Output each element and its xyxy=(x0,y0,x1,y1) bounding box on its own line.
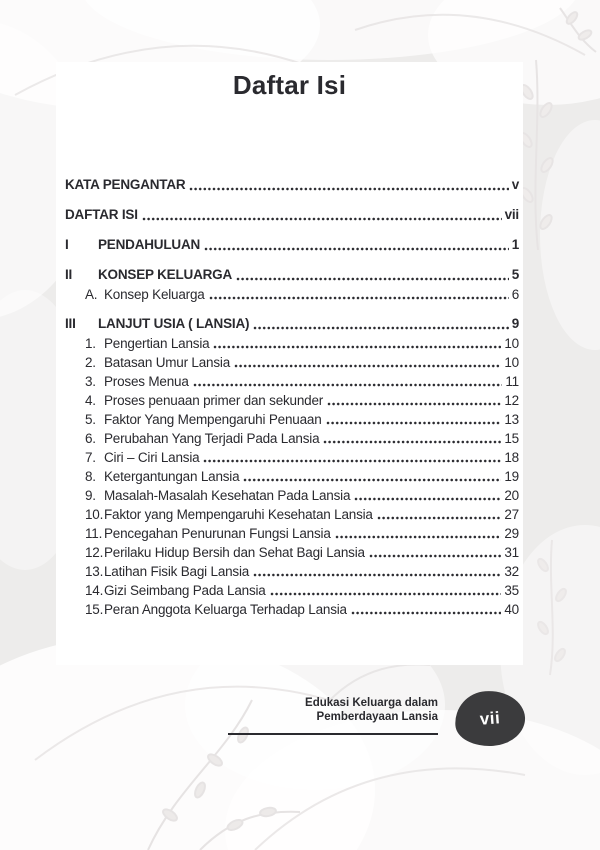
toc-entry-number: III xyxy=(65,316,76,331)
toc-entry-number: A. xyxy=(85,287,98,302)
book-title-footer xyxy=(305,696,438,724)
toc-entry-page: 15 xyxy=(504,431,519,446)
toc-entry-label: Ciri – Ciri Lansia xyxy=(104,450,200,465)
toc-entry-number: 11. xyxy=(85,526,103,541)
toc-entry-label: Pencegahan Penurunan Fungsi Lansia xyxy=(104,526,331,541)
toc-entry-page: 9 xyxy=(511,316,519,331)
toc-entry-label: LANJUT USIA ( LANSIA) xyxy=(98,316,250,331)
toc-entry-page: 31 xyxy=(504,545,519,560)
toc-dot-leader xyxy=(203,459,501,463)
toc-entry-label: DAFTAR ISI xyxy=(65,207,138,222)
toc-dot-leader xyxy=(236,277,509,281)
toc-dot-leader xyxy=(369,554,502,558)
toc-entry-label: Masalah-Masalah Kesehatan Pada Lansia xyxy=(104,488,351,503)
toc-entry-label: Faktor Yang Mempengaruhi Penuaan xyxy=(104,412,322,427)
toc-entry-label: KATA PENGANTAR xyxy=(65,177,186,192)
toc-entry-page: 29 xyxy=(504,526,519,541)
toc-entry-label: Faktor yang Mempengaruhi Kesehatan Lansia xyxy=(104,507,373,522)
toc-row xyxy=(65,205,519,225)
toc-entry-page: 12 xyxy=(504,393,519,408)
toc-entry-number: 9. xyxy=(85,488,96,503)
toc-entry-label: Batasan Umur Lansia xyxy=(104,355,231,370)
toc-row xyxy=(65,391,519,410)
toc-entry-number: 14. xyxy=(85,583,104,598)
toc-entry-number: 7. xyxy=(85,450,96,465)
toc-dot-leader xyxy=(213,345,501,349)
toc-dot-leader xyxy=(253,326,508,330)
toc-entry-number: 2. xyxy=(85,355,96,370)
toc-entry-page: 13 xyxy=(504,412,519,427)
toc-row xyxy=(65,543,519,562)
book-title-line2: Pemberdayaan Lansia xyxy=(316,711,438,723)
toc-entry-label: Proses penuaan primer dan sekunder xyxy=(104,393,324,408)
toc-row xyxy=(65,486,519,505)
toc-list xyxy=(65,165,519,619)
toc-row xyxy=(65,505,519,524)
book-page xyxy=(56,62,523,665)
toc-row xyxy=(65,429,519,448)
book-title-line1: Edukasi Keluarga dalam xyxy=(305,697,438,709)
toc-dot-leader xyxy=(351,611,502,615)
toc-entry-number: 8. xyxy=(85,469,96,484)
toc-entry-label: Pengertian Lansia xyxy=(104,336,210,351)
toc-entry-number: 13. xyxy=(85,564,104,579)
toc-row xyxy=(65,372,519,391)
toc-entry-label: Peran Anggota Keluarga Terhadap Lansia xyxy=(104,602,347,617)
toc-row xyxy=(65,410,519,429)
toc-entry-label: Ketergantungan Lansia xyxy=(104,469,240,484)
footer-divider-line xyxy=(228,733,438,735)
toc-entry-page: 18 xyxy=(504,450,519,465)
toc-entry-page: 10 xyxy=(504,355,519,370)
toc-row xyxy=(65,562,519,581)
toc-dot-leader xyxy=(204,247,509,251)
toc-entry-number: 3. xyxy=(85,374,96,389)
toc-entry-label: Perubahan Yang Terjadi Pada Lansia xyxy=(104,431,320,446)
toc-entry-page: 27 xyxy=(504,507,519,522)
toc-row xyxy=(65,600,519,619)
toc-dot-leader xyxy=(209,296,509,300)
toc-dot-leader xyxy=(326,421,502,425)
page-number: vii xyxy=(479,707,501,729)
toc-entry-number: 12. xyxy=(85,545,104,560)
toc-dot-leader xyxy=(377,516,502,520)
toc-entry-label: Perilaku Hidup Bersih dan Sehat Bagi Lansia xyxy=(104,545,365,560)
toc-row xyxy=(65,524,519,543)
toc-entry-number: 4. xyxy=(85,393,96,408)
toc-row xyxy=(65,285,519,304)
toc-entry-label: KONSEP KELUARGA xyxy=(98,267,233,282)
toc-row xyxy=(65,467,519,486)
toc-dot-leader xyxy=(234,364,501,368)
toc-dot-leader xyxy=(327,402,501,406)
toc-entry-number: 1. xyxy=(85,336,96,351)
toc-dot-leader xyxy=(270,592,502,596)
toc-entry-label: Gizi Seimbang Pada Lansia xyxy=(104,583,266,598)
toc-entry-number: 15. xyxy=(85,602,104,617)
toc-dot-leader xyxy=(193,383,503,387)
toc-entry-page: 32 xyxy=(504,564,519,579)
toc-dot-leader xyxy=(243,478,501,482)
toc-entry-page: 11 xyxy=(505,374,519,389)
toc-dot-leader xyxy=(253,573,501,577)
toc-dot-leader xyxy=(323,440,501,444)
toc-row xyxy=(65,235,519,255)
toc-entry-page: 40 xyxy=(504,602,519,617)
toc-row xyxy=(65,448,519,467)
toc-entry-page: 19 xyxy=(504,469,519,484)
toc-row xyxy=(65,581,519,600)
toc-entry-page: 10 xyxy=(504,336,519,351)
toc-entry-number: 10. xyxy=(85,507,104,522)
toc-dot-leader xyxy=(335,535,502,539)
toc-row xyxy=(65,334,519,353)
toc-entry-number: 5. xyxy=(85,412,96,427)
toc-row xyxy=(65,353,519,372)
toc-dot-leader xyxy=(189,187,508,191)
toc-dot-leader xyxy=(354,497,501,501)
toc-entry-number: I xyxy=(65,237,69,252)
toc-entry-page: 35 xyxy=(504,583,519,598)
toc-entry-number: 6. xyxy=(85,431,96,446)
toc-entry-page: 6 xyxy=(511,287,519,302)
toc-entry-page: 20 xyxy=(504,488,519,503)
toc-entry-number: II xyxy=(65,267,73,282)
toc-entry-label: Proses Menua xyxy=(104,374,189,389)
page-title: Daftar Isi xyxy=(232,70,347,100)
toc-entry-label: Konsep Keluarga xyxy=(104,287,205,302)
toc-entry-label: PENDAHULUAN xyxy=(98,237,201,252)
toc-entry-label: Latihan Fisik Bagi Lansia xyxy=(104,564,250,579)
toc-entry-page: v xyxy=(511,177,519,192)
toc-dot-leader xyxy=(142,217,502,221)
toc-entry-page: 1 xyxy=(511,237,519,252)
toc-entry-page: vii xyxy=(504,207,519,222)
toc-row xyxy=(65,265,519,285)
toc-entry-page: 5 xyxy=(511,267,519,282)
toc-row xyxy=(65,175,519,195)
toc-row xyxy=(65,314,519,334)
